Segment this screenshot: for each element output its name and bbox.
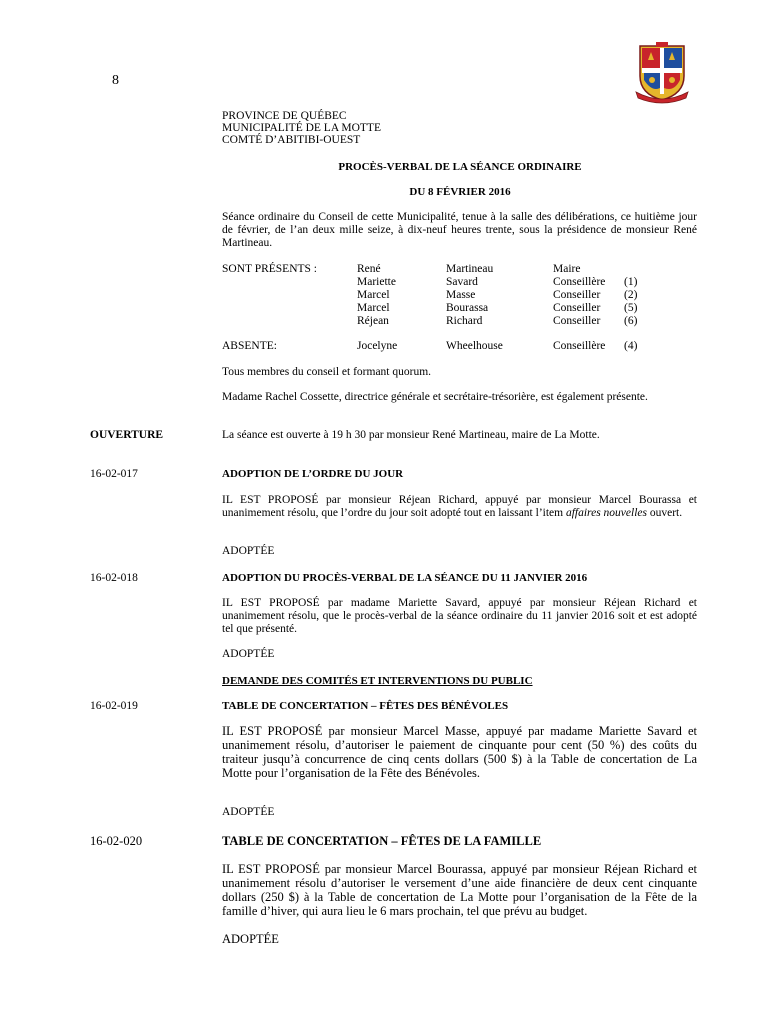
list-item: Marcel	[357, 289, 390, 301]
adopted-018: ADOPTÉE	[222, 648, 275, 660]
absent-last: Wheelhouse	[446, 340, 503, 352]
list-item: Mariette	[357, 276, 396, 288]
section-heading: DEMANDE DES COMITÉS ET INTERVENTIONS DU PUBLIC	[222, 675, 533, 687]
page-number: 8	[112, 73, 119, 88]
intro-paragraph: Séance ordinaire du Conseil de cette Municipalité, tenue à la salle des délibérations, ce huitième jour de février, de l’an deux mille seize, à dix-neuf heures trente, sous la présidence de monsieur René Martineau.	[222, 211, 697, 249]
adopted-020: ADOPTÉE	[222, 932, 279, 946]
resolution-text-018: IL EST PROPOSÉ par madame Mariette Savard, appuyé par monsieur Réjean Richard et unanimement résolu, que le procès-verbal de la séance ordinaire du 11 janvier 2016 soit et est adopté tel que présenté.	[222, 597, 697, 635]
opening-text: La séance est ouverte à 19 h 30 par monsieur René Martineau, maire de La Motte.	[222, 429, 600, 441]
municipal-coat-of-arms-icon	[634, 42, 690, 104]
document-title: PROCÈS-VERBAL DE LA SÉANCE ORDINAIRE	[338, 161, 582, 173]
list-item: Conseillère	[553, 276, 606, 288]
list-item: Bourassa	[446, 302, 489, 314]
list-item: Conseiller	[553, 315, 601, 327]
list-item: (6)	[624, 315, 638, 327]
present-last-names	[446, 263, 493, 328]
resolution-number-019: 16-02-019	[90, 700, 138, 712]
list-item: (1)	[624, 276, 638, 288]
adopted-017: ADOPTÉE	[222, 545, 275, 557]
list-item: Richard	[446, 315, 483, 327]
resolution-number-018: 16-02-018	[90, 572, 138, 584]
list-item: Masse	[446, 289, 476, 301]
quorum-text: Tous membres du conseil et formant quorum.	[222, 366, 432, 378]
list-item: Conseiller	[553, 289, 601, 301]
absent-first: Jocelyne	[357, 340, 398, 352]
absent-seat: (4)	[624, 340, 638, 352]
resolution-heading-018: ADOPTION DU PROCÈS-VERBAL DE LA SÉANCE DU 11 JANVIER 2016	[222, 572, 588, 584]
list-item: Martineau	[446, 263, 494, 275]
header-province: PROVINCE DE QUÉBEC	[222, 110, 347, 122]
absent-label: ABSENTE:	[222, 340, 277, 352]
resolution-heading-019: TABLE DE CONCERTATION – FÊTES DES BÉNÉVOLES	[222, 700, 509, 712]
list-item: René	[357, 263, 381, 275]
list-item: Savard	[446, 276, 478, 288]
resolution-text-019: IL EST PROPOSÉ par monsieur Marcel Masse, appuyé par madame Mariette Savard et unanimement résolu, d’autoriser le paiement de cinquante pour cent (50 %) des coûts du traiteur jusqu’à concurrence de cinq cents dollars (500 $) à la Table de concertation de La Motte pour l’organisation de la Fête des Bénévoles.	[222, 724, 697, 780]
present-roles	[553, 263, 605, 328]
list-item: Réjean	[357, 315, 389, 327]
absent-role: Conseillère	[553, 340, 606, 352]
resolution-number-017: 16-02-017	[90, 468, 138, 480]
present-seats	[624, 263, 637, 328]
list-item	[624, 263, 637, 276]
attendance-absent	[222, 340, 702, 354]
list-item: Conseiller	[553, 302, 601, 314]
resolution-text-017: IL EST PROPOSÉ par monsieur Réjean Richard, appuyé par monsieur Marcel Bourassa et unanimement résolu, que l’ordre du jour soit adopté tout en laissant l’item affaires nouvelles ouvert.	[222, 494, 697, 519]
attendance-present	[222, 263, 702, 333]
present-first-names	[357, 263, 396, 328]
resolution-heading-017: ADOPTION DE L’ORDRE DU JOUR	[222, 468, 404, 480]
resolution-number-020: 16-02-020	[90, 834, 143, 848]
opening-label: OUVERTURE	[90, 429, 164, 441]
list-item: (2)	[624, 289, 638, 301]
present-label: SONT PRÉSENTS :	[222, 263, 318, 275]
header-municipality: MUNICIPALITÉ DE LA MOTTE	[222, 122, 381, 134]
list-item: Maire	[553, 263, 581, 275]
header-county: COMTÉ D’ABITIBI-OUEST	[222, 134, 361, 146]
secretary-text: Madame Rachel Cossette, directrice générale et secrétaire-trésorière, est également présente.	[222, 391, 648, 403]
adopted-019: ADOPTÉE	[222, 806, 275, 818]
list-item: Marcel	[357, 302, 390, 314]
document-date: DU 8 FÉVRIER 2016	[409, 186, 511, 198]
list-item: (5)	[624, 302, 638, 314]
resolution-text-020: IL EST PROPOSÉ par monsieur Marcel Bourassa, appuyé par monsieur Réjean Richard et unanimement résolu d’autoriser le versement d’une aide financière de deux cent cinquante dollars (250 $) à la Table de concertation de La Motte pour l’organisation de la Fête de la famille d’hiver, qui aura lieu le 6 mars prochain, tel que prévu au budget.	[222, 862, 697, 918]
resolution-heading-020: TABLE DE CONCERTATION – FÊTES DE LA FAMILLE	[222, 834, 542, 848]
